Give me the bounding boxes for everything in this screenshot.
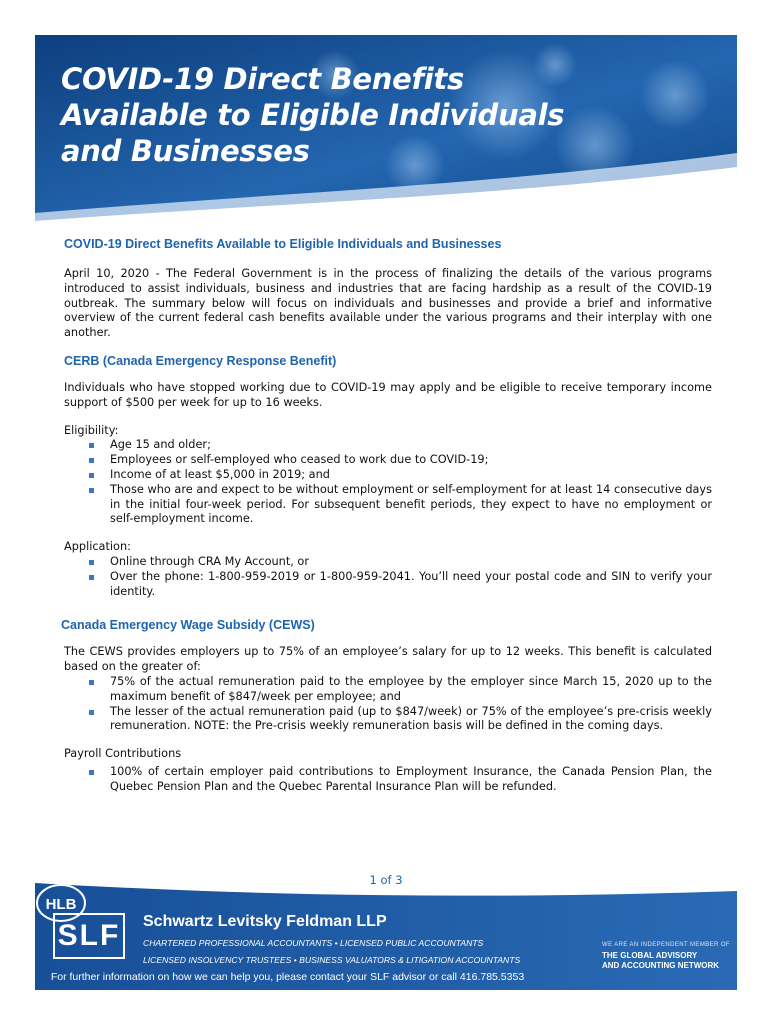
list-item [110,468,712,483]
list-item [110,453,712,468]
cerb-summary: Individuals who have stopped working due to COVID-19 may apply and be eligible to receive temporary income support of $500 per week for up to 16 weeks. [64,380,712,409]
bullet-icon [89,770,94,775]
cews-summary: The CEWS provides employers up to 75% of an employee’s salary for up to 12 weeks. This benefit is calculated based on the greater of: [64,645,712,674]
bullet-icon [89,560,94,565]
list-item-text: The lesser of the actual remuneration paid (up to $847/week) or 75% of the employee’s pre-crisis weekly remuneration. NOTE: the Pre-crisis weekly remuneration basis will be defined in the coming days. [110,704,712,733]
eligibility-list [64,438,712,527]
list-item [110,570,712,600]
application-label: Application: [64,540,131,554]
firm-designations: CHARTERED PROFESSIONAL ACCOUNTANTS • LICENSED PUBLIC ACCOUNTANTS [143,938,484,948]
hlb-logo [35,883,87,923]
document-page [35,35,737,990]
cews-heading: Canada Emergency Wage Subsidy (CEWS) [61,618,315,633]
list-item [110,765,712,795]
bullet-icon [89,710,94,715]
hlb-network-line1: THE GLOBAL ADVISORY [602,951,698,960]
list-item-text: Online through CRA My Account, or [110,554,309,568]
list-item [110,438,712,453]
bullet-icon [89,680,94,685]
bullet-icon [89,473,94,478]
bullet-icon [89,443,94,448]
eligibility-label: Eligibility: [64,423,119,437]
hlb-tagline: WE ARE AN INDEPENDENT MEMBER OF [602,942,730,948]
document-heading: COVID-19 Direct Benefits Available to Eligible Individuals and Businesses [64,237,502,251]
list-item-text: Age 15 and older; [110,438,211,452]
cerb-heading: CERB (Canada Emergency Response Benefit) [64,353,337,368]
document-body [61,235,712,795]
list-item-text: Income of at least $5,000 in 2019; and [110,467,330,481]
list-item [110,483,712,527]
bullet-icon [89,575,94,580]
firm-services: LICENSED INSOLVENCY TRUSTEES • BUSINESS VALUATORS & LITIGATION ACCOUNTANTS [143,955,521,965]
contact-line: For further information on how we can help you, please contact your SLF advisor or call 416.785.5353 [50,971,525,983]
payroll-label: Payroll Contributions [64,747,182,761]
bullet-icon [89,458,94,463]
list-item-text: 75% of the actual remuneration paid to the employee by the employer since March 15, 2020 up to the maximum benefit of $847/week per employee; and [110,674,712,703]
hlb-network-line2: AND ACCOUNTING NETWORK [602,961,720,970]
list-item-text: Over the phone: 1-800-959-2019 or 1-800-959-2041. You’ll need your postal code and SIN to verify your identity. [110,569,712,598]
list-item-text: 100% of certain employer paid contributions to Employment Insurance, the Canada Pension Plan, the Quebec Pension Plan and the Quebec Parental Insurance Plan will be refunded. [110,764,712,793]
intro-paragraph: April 10, 2020 - The Federal Government is in the process of finalizing the details of the various programs introduced to assist individuals, business and industries that are facing hardship as a result of the COVID-19 outbreak. The summary below will focus on individuals and businesses and provide a brief and informative overview of the current federal cash benefits available under the various programs and their interplay with one another. [64,267,712,340]
page-number: 1 of 3 [369,873,403,887]
payroll-list [64,765,712,795]
firm-name: Schwartz Levitsky Feldman LLP [143,913,387,930]
banner-title-line: and Businesses [61,134,310,168]
banner-title-line: Available to Eligible Individuals [61,98,565,132]
hlb-logo-text: HLB [45,896,77,913]
title-banner [35,35,737,235]
list-item-text: Those who are and expect to be without employment or self-employment for at least 14 consecutive days in the initial four-week period. For subsequent benefit periods, they expect to have no employment or self-employment income. [110,482,712,526]
list-item [110,555,712,570]
banner-title [61,61,701,169]
list-item [110,705,712,735]
footer-banner [35,883,737,990]
banner-title-line: COVID-19 Direct Benefits [61,62,464,96]
cews-list [64,675,712,734]
slf-logo: SLF [53,913,125,959]
application-list [64,555,712,599]
bullet-icon [89,488,94,493]
list-item [110,675,712,705]
list-item-text: Employees or self-employed who ceased to work due to COVID-19; [110,453,489,467]
